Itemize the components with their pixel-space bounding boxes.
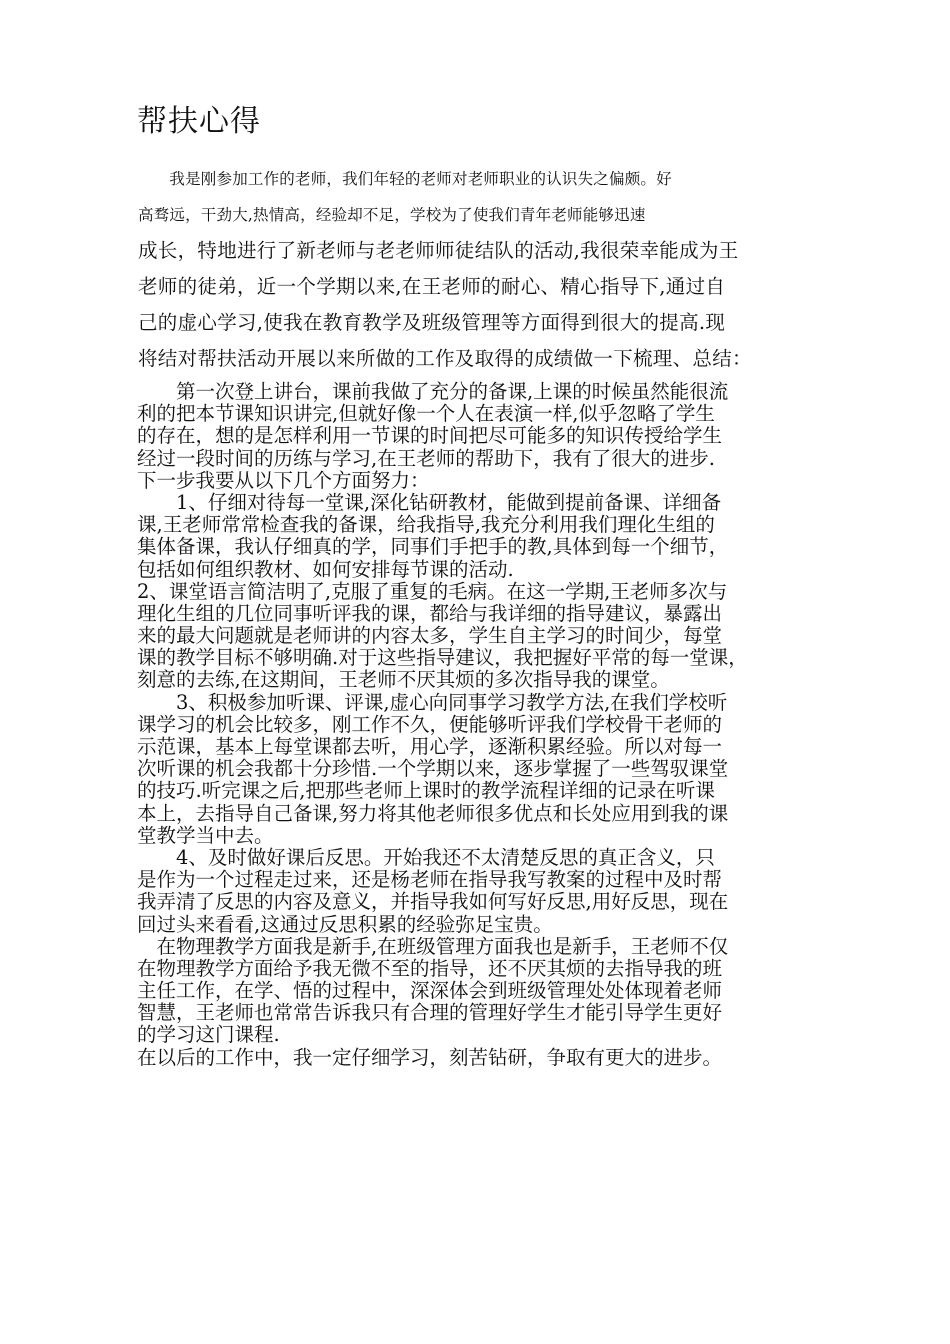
intro-line: 己的虚心学习,使我在教育教学及班级管理等方面得到很大的提高.现 [138,311,726,334]
body-line: 课,王老师常常检查我的备课，给我指导,我充分利用我们理化生组的 [137,513,715,537]
body-line: 2、课堂语言简洁明了,克服了重复的毛病。在这一学期,王老师多次与 [137,579,728,603]
body-line: 刻意的去练,在这期间，王老师不厌其烦的多次指导我的课堂。 [137,668,670,692]
intro-paragraph [138,161,818,377]
body-line: 在物理教学方面给予我无微不至的指导，还不厌其烦的去指导我的班 [137,956,723,980]
body-line: 回过头来看看,这通过反思积累的经验弥足宝贵。 [137,912,553,936]
body-line: 来的最大问题就是老师讲的内容太多，学生自主学习的时间少，每堂 [137,624,723,648]
body-line: 智慧，王老师也常常告诉我只有合理的管理好学生才能引导学生更好 [137,1001,723,1025]
body-line: 次听课的机会我都十分珍惜.一个学期以来，逐步掌握了一些驾驭课堂 [137,757,729,781]
intro-line: 将结对帮扶活动开展以来所做的工作及取得的成绩做一下梳理、总结： [138,347,752,370]
body-line: 的存在，想的是怎样利用一节课的时间把尽可能多的知识传授给学生 [137,424,723,448]
body-line: 的技巧.听完课之后,把那些老师上课时的教学流程详细的记录在听课 [137,779,715,803]
body-line: 课学习的机会比较多，刚工作不久，便能够听评我们学校骨干老师的 [137,712,723,736]
intro-line: 成长，特地进行了新老师与老老师师徒结队的活动,我很荣幸能成为王 [138,239,739,262]
body-line: 第一次登上讲台，课前我做了充分的备课,上课的时候虽然能很流 [137,380,729,403]
body-line: 利的把本节课知识讲完,但就好像一个人在表演一样,似乎忽略了学生 [137,402,715,426]
body-line: 在以后的工作中，我一定仔细学习，刻苦钻研，争取有更大的进步。 [137,1045,723,1069]
body-line: 示范课，基本上每堂课都去听，用心学，逐渐积累经验。所以对每一 [137,735,723,758]
body-line: 我弄清了反思的内容及意义，并指导我如何写好反思,用好反思，现在 [137,890,729,914]
body-line: 集体备课，我认仔细真的学，同事们手把手的教,具体到每一个细节， [137,535,729,559]
document-title: 帮扶心得 [137,104,261,139]
body-text [137,381,837,1069]
body-line: 的学习这门课程. [137,1023,280,1047]
body-line: 本上，去指导自己备课,努力将其他老师很多优点和长处应用到我的课 [137,801,729,825]
body-line: 是作为一个过程走过来，还是杨老师在指导我写教案的过程中及时帮 [137,868,723,892]
intro-line: 老师的徒弟，近一个学期以来,在王老师的耐心、精心指导下,通过自 [138,275,726,298]
body-line: 经过一段时间的历练与学习,在王老师的帮助下，我有了很大的进步. [137,446,715,470]
body-line: 主任工作，在学、悟的过程中，深深体会到班级管理处处体现着老师 [137,979,723,1003]
body-line: 理化生组的几位同事听评我的课，都给与我详细的指导建议，暴露出 [137,601,723,625]
body-line: 1、仔细对待每一堂课,深化钻研教材，能做到提前备课、详细备 [137,490,722,514]
body-line: 在物理教学方面我是新手,在班级管理方面我也是新手，王老师不仅 [137,934,729,958]
body-line: 包括如何组织教材、如何安排每节课的活动. [137,557,514,581]
intro-line: 高骛远，干劲大,热情高，经验却不足，学校为了使我们青年老师能够迅速 [138,206,646,224]
body-line: 3、积极参加听课、评课,虚心向同事学习教学方法,在我们学校听 [137,690,728,714]
body-line: 堂教学当中去。 [137,823,274,847]
body-line: 下一步我要从以下几个方面努力： [137,468,430,492]
intro-line: 我是刚参加工作的老师，我们年轻的老师对老师职业的认识失之偏颇。好 [138,170,672,188]
body-line: 4、及时做好课后反思。开始我还不太清楚反思的真正含义，只 [137,845,715,869]
body-line: 课的教学目标不够明确.对于这些指导建议，我把握好平常的每一堂课， [137,646,748,670]
